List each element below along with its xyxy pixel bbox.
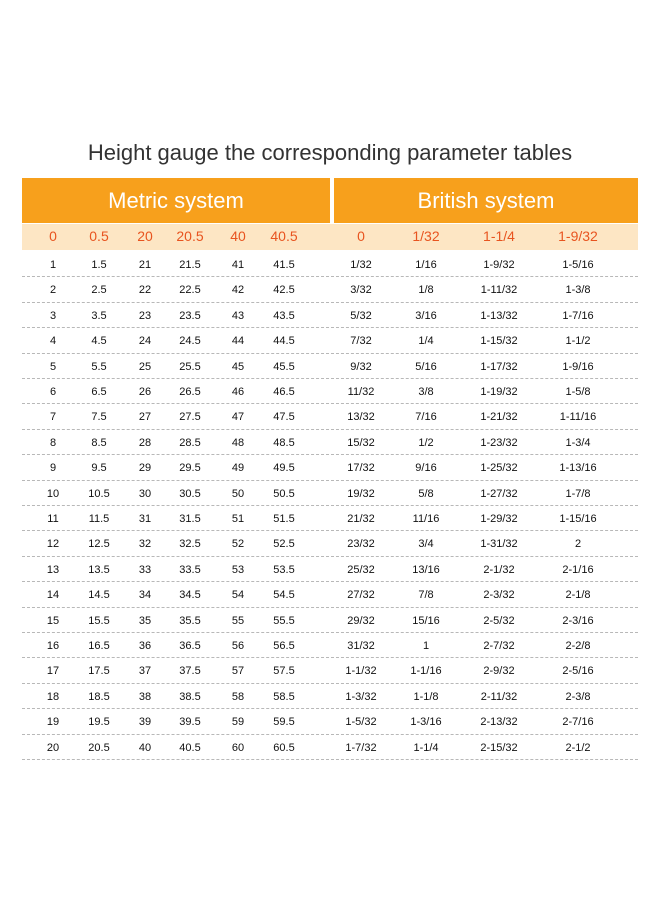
table-cell: 56.5	[273, 640, 295, 652]
table-cell: 9/16	[415, 462, 437, 475]
column-header-0: 0	[49, 228, 57, 244]
table-cell: 1-21/32	[480, 411, 518, 424]
table-cell: 5/32	[350, 309, 372, 322]
table-cell: 55	[231, 614, 245, 627]
table-cell: 7/16	[415, 411, 437, 424]
table-cell: 43.5	[273, 309, 295, 322]
table-cell: 13/16	[412, 563, 440, 576]
table-cell: 1-1/4	[413, 741, 439, 754]
table-cell: 60	[231, 741, 245, 754]
table-cell: 18	[46, 690, 60, 703]
table-cell: 25.5	[179, 360, 201, 373]
table-cell: 1/8	[418, 284, 434, 297]
table-row	[22, 328, 638, 353]
table-cell: 1	[49, 259, 57, 271]
table-cell: 12.5	[88, 538, 110, 551]
table-cell: 2-7/16	[562, 716, 594, 729]
column-header-2: 20	[137, 228, 153, 244]
table-row	[22, 709, 638, 734]
table-cell: 1-5/16	[562, 259, 594, 271]
table-cell: 13.5	[88, 563, 110, 576]
table-cell: 37	[138, 665, 152, 678]
table-cell: 58.5	[273, 690, 295, 703]
table-row	[22, 303, 638, 328]
table-cell: 39.5	[179, 716, 201, 729]
table-cell: 44.5	[273, 335, 295, 348]
table-cell: 25	[138, 360, 152, 373]
table-cell: 17/32	[347, 462, 375, 475]
table-cell: 33	[138, 563, 152, 576]
table-row	[22, 582, 638, 607]
table-cell: 1-3/8	[565, 284, 591, 297]
table-cell: 12	[46, 538, 60, 551]
table-cell: 9.5	[91, 462, 107, 475]
table-row	[22, 481, 638, 506]
page-title: Height gauge the corresponding parameter tables	[87, 140, 573, 165]
table-cell: 42.5	[273, 284, 295, 297]
table-cell: 1-9/16	[562, 360, 594, 373]
table-cell: 2-3/8	[565, 690, 591, 703]
table-cell: 7/8	[418, 589, 434, 602]
column-header-4: 40	[230, 228, 246, 244]
table-cell: 3	[49, 309, 57, 322]
table-cell: 26.5	[179, 386, 201, 398]
table-cell: 38.5	[179, 690, 201, 703]
table-cell: 7.5	[91, 411, 107, 424]
table-cell: 7/32	[350, 335, 372, 348]
table-cell: 25/32	[347, 563, 375, 576]
table-cell: 16.5	[88, 640, 110, 652]
table-cell: 2-9/32	[483, 665, 515, 678]
table-cell: 1-15/32	[480, 335, 518, 348]
column-header-8: 1-1/4	[483, 228, 515, 244]
table-cell: 1-7/32	[345, 741, 377, 754]
table-cell: 30	[138, 487, 152, 500]
table-cell: 6.5	[91, 386, 107, 398]
table-cell: 1-27/32	[480, 487, 518, 500]
table-cell: 36.5	[179, 640, 201, 652]
table-cell: 49.5	[273, 462, 295, 475]
table-cell: 31	[138, 513, 152, 525]
table-cell: 49	[231, 462, 245, 475]
table-cell: 47.5	[273, 411, 295, 424]
table-cell: 1-3/32	[345, 690, 377, 703]
table-cell: 3.5	[91, 309, 107, 322]
table-row	[22, 531, 638, 556]
table-cell: 2-15/32	[480, 741, 518, 754]
table-cell: 35	[138, 614, 152, 627]
column-header-9: 1-9/32	[558, 228, 598, 244]
table-cell: 23	[138, 309, 152, 322]
table-cell: 14	[46, 589, 60, 602]
table-cell: 11/32	[347, 386, 375, 398]
table-cell: 3/32	[350, 284, 372, 297]
table-cell: 41	[231, 259, 245, 271]
table-cell: 5/16	[415, 360, 437, 373]
table-cell: 2-1/16	[562, 563, 594, 576]
table-cell: 46.5	[273, 386, 295, 398]
table-cell: 1-11/32	[480, 284, 518, 297]
table-cell: 19.5	[88, 716, 110, 729]
table-cell: 5/8	[418, 487, 434, 500]
table-cell: 1-5/8	[565, 386, 591, 398]
table-cell: 1/16	[415, 259, 437, 271]
table-cell: 2-13/32	[480, 716, 518, 729]
table-cell: 32.5	[179, 538, 201, 551]
table-cell: 1-23/32	[480, 436, 518, 449]
table-cell: 34.5	[179, 589, 201, 602]
table-cell: 42	[231, 284, 245, 297]
table-cell: 1/32	[350, 259, 372, 271]
table-cell: 5.5	[91, 360, 107, 373]
british-system-header: British system	[334, 178, 638, 223]
table-cell: 1-1/16	[410, 665, 442, 678]
table-cell: 2.5	[91, 284, 107, 297]
table-cell: 2-7/32	[483, 640, 515, 652]
table-cell: 2-3/32	[483, 589, 515, 602]
table-cell: 15/16	[412, 614, 440, 627]
table-cell: 1-31/32	[480, 538, 518, 551]
table-cell: 50.5	[273, 487, 295, 500]
table-cell: 1-13/32	[480, 309, 518, 322]
table-cell: 38	[138, 690, 152, 703]
table-cell: 1-9/32	[483, 259, 515, 271]
table-cell: 52	[231, 538, 245, 551]
table-cell: 1-19/32	[480, 386, 518, 398]
table-cell: 21.5	[179, 259, 201, 271]
table-cell: 15	[46, 614, 60, 627]
table-row	[22, 252, 638, 277]
table-cell: 6	[49, 386, 57, 398]
table-cell: 3/8	[418, 386, 434, 398]
table-cell: 21/32	[347, 513, 375, 525]
table-cell: 1/2	[418, 436, 434, 449]
table-cell: 40	[138, 741, 152, 754]
table-cell: 8.5	[91, 436, 107, 449]
table-cell: 31/32	[347, 640, 375, 652]
table-cell: 51.5	[273, 513, 295, 525]
table-cell: 40.5	[179, 741, 201, 754]
table-row	[22, 557, 638, 582]
table-cell: 3/4	[418, 538, 434, 551]
table-cell: 50	[231, 487, 245, 500]
table-cell: 23.5	[179, 309, 201, 322]
column-header-1: 0.5	[89, 228, 109, 244]
table-cell: 54.5	[273, 589, 295, 602]
column-header-7: 1/32	[412, 228, 440, 244]
column-header-row	[22, 224, 638, 250]
table-cell: 28.5	[179, 436, 201, 449]
table-cell: 24	[138, 335, 152, 348]
column-header-5: 40.5	[270, 228, 298, 244]
table-cell: 23/32	[347, 538, 375, 551]
table-cell: 22.5	[179, 284, 201, 297]
table-cell: 29/32	[347, 614, 375, 627]
table-cell: 1-17/32	[480, 360, 518, 373]
table-cell: 1-7/16	[562, 309, 594, 322]
table-cell: 1/4	[418, 335, 434, 348]
table-cell: 60.5	[273, 741, 295, 754]
table-cell: 1-3/16	[410, 716, 442, 729]
table-cell: 1	[422, 640, 430, 652]
table-cell: 1-13/16	[559, 462, 597, 475]
table-cell: 57	[231, 665, 245, 678]
table-cell: 5	[49, 360, 57, 373]
table-cell: 14.5	[88, 589, 110, 602]
table-row	[22, 735, 638, 760]
table-cell: 54	[231, 589, 245, 602]
table-row	[22, 455, 638, 480]
table-cell: 16	[46, 640, 60, 652]
column-header-3: 20.5	[176, 228, 204, 244]
table-cell: 2-1/8	[565, 589, 591, 602]
table-cell: 11.5	[88, 513, 110, 525]
table-cell: 56	[231, 640, 245, 652]
table-cell: 11/16	[412, 513, 440, 525]
table-cell: 55.5	[273, 614, 295, 627]
table-cell: 37.5	[179, 665, 201, 678]
table-cell: 1-1/2	[565, 335, 591, 348]
table-cell: 48.5	[273, 436, 295, 449]
table-cell: 34	[138, 589, 152, 602]
table-row	[22, 404, 638, 429]
table-cell: 53	[231, 563, 245, 576]
table-cell: 32	[138, 538, 152, 551]
table-cell: 10.5	[88, 487, 110, 500]
table-cell: 24.5	[179, 335, 201, 348]
table-row	[22, 633, 638, 658]
table-cell: 20.5	[88, 741, 110, 754]
table-cell: 58	[231, 690, 245, 703]
table-cell: 2-1/32	[483, 563, 515, 576]
table-cell: 1-25/32	[480, 462, 518, 475]
table-cell: 7	[49, 411, 57, 424]
table-cell: 2-11/32	[480, 690, 518, 703]
table-cell: 1-11/16	[559, 411, 597, 424]
table-cell: 1-5/32	[345, 716, 377, 729]
table-cell: 2-3/16	[562, 614, 594, 627]
table-cell: 33.5	[179, 563, 201, 576]
table-cell: 1-15/16	[559, 513, 597, 525]
table-cell: 39	[138, 716, 152, 729]
table-cell: 27/32	[347, 589, 375, 602]
table-cell: 18.5	[88, 690, 110, 703]
table-cell: 2-2/8	[565, 640, 591, 652]
table-cell: 1-7/8	[565, 487, 591, 500]
column-header-6: 0	[357, 228, 365, 244]
table-row	[22, 506, 638, 531]
table-cell: 4.5	[91, 335, 107, 348]
table-cell: 59	[231, 716, 245, 729]
table-cell: 20	[46, 741, 60, 754]
table-cell: 9	[49, 462, 57, 475]
table-cell: 47	[231, 411, 245, 424]
table-cell: 46	[231, 386, 245, 398]
table-cell: 45.5	[273, 360, 295, 373]
table-cell: 29.5	[179, 462, 201, 475]
table-cell: 2	[574, 538, 582, 551]
table-cell: 1-3/4	[565, 436, 591, 449]
table-cell: 2-5/16	[562, 665, 594, 678]
table-cell: 11	[47, 513, 59, 525]
table-cell: 15.5	[88, 614, 110, 627]
table-cell: 1.5	[91, 259, 107, 271]
table-cell: 52.5	[273, 538, 295, 551]
table-cell: 51	[231, 513, 245, 525]
table-cell: 10	[46, 487, 60, 500]
table-cell: 4	[49, 335, 57, 348]
table-cell: 1-1/32	[345, 665, 377, 678]
table-cell: 35.5	[179, 614, 201, 627]
table-cell: 53.5	[273, 563, 295, 576]
table-cell: 45	[231, 360, 245, 373]
table-cell: 8	[49, 436, 57, 449]
table-cell: 59.5	[273, 716, 295, 729]
table-row	[22, 608, 638, 633]
table-cell: 2	[49, 284, 57, 297]
table-row	[22, 277, 638, 302]
table-cell: 44	[231, 335, 245, 348]
table-cell: 26	[138, 386, 152, 398]
table-cell: 2-5/32	[483, 614, 515, 627]
table-row	[22, 430, 638, 455]
table-cell: 2-1/2	[565, 741, 591, 754]
table-cell: 36	[138, 640, 152, 652]
table-cell: 17.5	[88, 665, 110, 678]
table-cell: 13/32	[347, 411, 375, 424]
table-cell: 28	[138, 436, 152, 449]
table-row	[22, 379, 638, 404]
table-cell: 19/32	[347, 487, 375, 500]
metric-system-header: Metric system	[22, 178, 330, 223]
table-cell: 48	[231, 436, 245, 449]
table-cell: 30.5	[179, 487, 201, 500]
table-cell: 27	[138, 411, 152, 424]
table-cell: 41.5	[273, 259, 295, 271]
table-cell: 31.5	[179, 513, 201, 525]
table-cell: 19	[46, 716, 60, 729]
table-cell: 29	[138, 462, 152, 475]
table-cell: 21	[138, 259, 152, 271]
table-cell: 15/32	[347, 436, 375, 449]
table-cell: 22	[138, 284, 152, 297]
table-cell: 57.5	[273, 665, 295, 678]
table-cell: 13	[46, 563, 60, 576]
table-cell: 3/16	[415, 309, 437, 322]
table-row	[22, 684, 638, 709]
table-row	[22, 658, 638, 683]
table-cell: 9/32	[350, 360, 372, 373]
table-cell: 17	[46, 665, 60, 678]
table-cell: 43	[231, 309, 245, 322]
table-cell: 27.5	[179, 411, 201, 424]
table-cell: 1-1/8	[413, 690, 439, 703]
table-row	[22, 354, 638, 379]
table-cell: 1-29/32	[480, 513, 518, 525]
